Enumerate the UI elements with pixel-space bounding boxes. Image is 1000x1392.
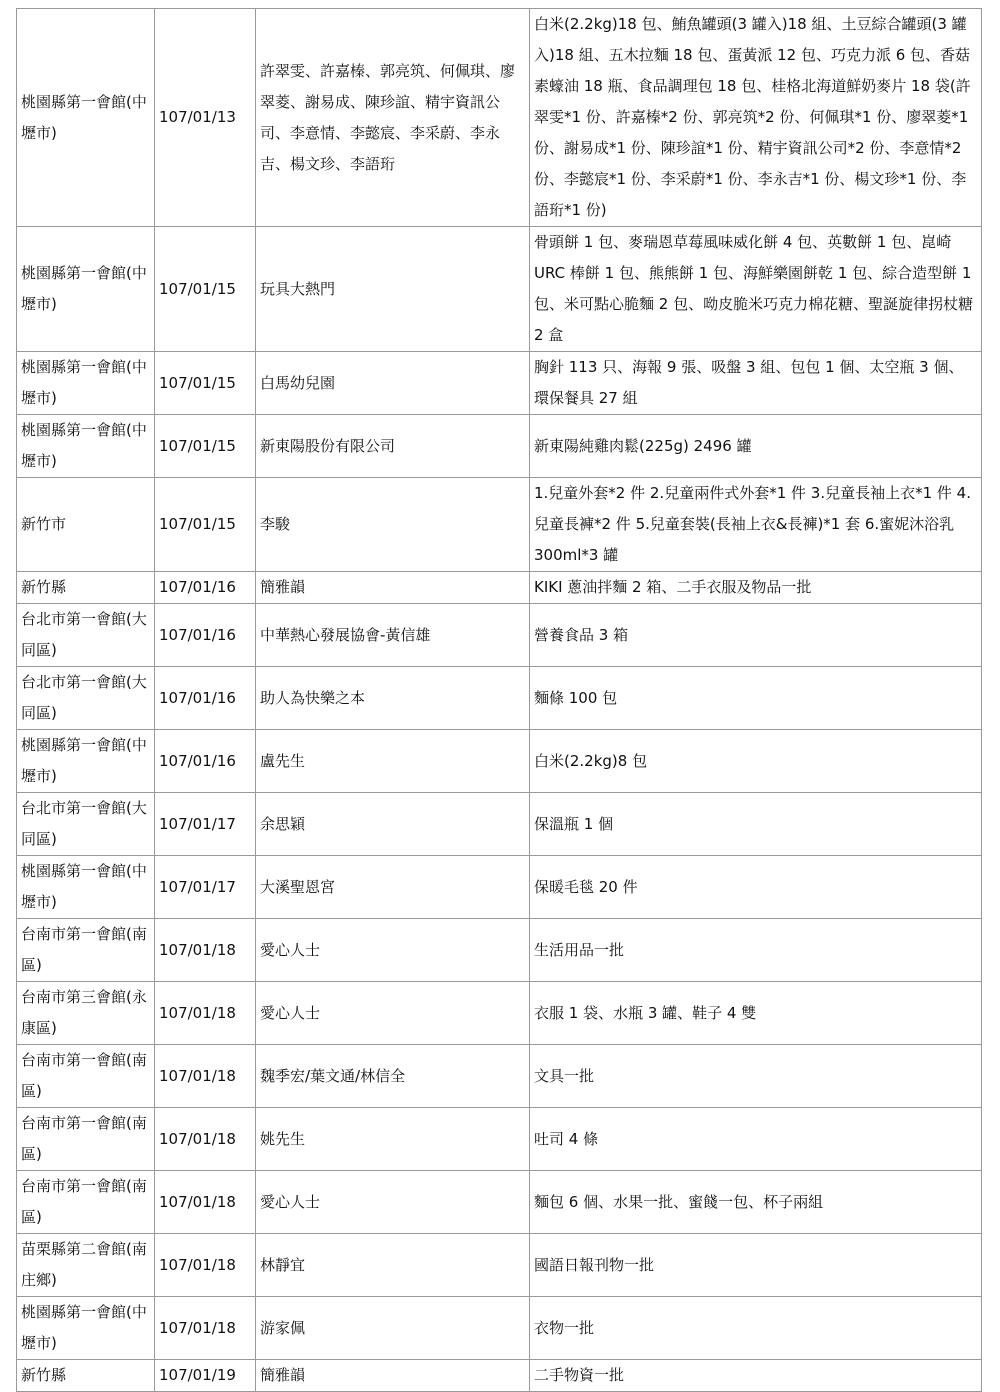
- items-cell: 營養食品 3 箱: [530, 604, 982, 667]
- donor-cell: 林靜宜: [256, 1234, 530, 1297]
- table-row: [17, 1297, 982, 1360]
- items-cell: KIKI 蔥油拌麵 2 箱、二手衣服及物品一批: [530, 572, 982, 604]
- location-cell: 桃園縣第一會館(中壢市): [17, 415, 155, 478]
- table-row: [17, 730, 982, 793]
- date-cell: 107/01/18: [155, 1234, 256, 1297]
- location-cell: 新竹市: [17, 478, 155, 572]
- donor-cell: 簡雅韻: [256, 572, 530, 604]
- donor-cell: 游家佩: [256, 1297, 530, 1360]
- location-cell: 台南市第一會館(南區): [17, 919, 155, 982]
- items-cell: 新東陽純雞肉鬆(225g) 2496 罐: [530, 415, 982, 478]
- donor-cell: 大溪聖恩宮: [256, 856, 530, 919]
- donor-cell: 李駿: [256, 478, 530, 572]
- location-cell: 台南市第三會館(永康區): [17, 982, 155, 1045]
- items-cell: 白米(2.2kg)8 包: [530, 730, 982, 793]
- location-cell: 桃園縣第一會館(中壢市): [17, 1297, 155, 1360]
- location-cell: 台北市第一會館(大同區): [17, 793, 155, 856]
- date-cell: 107/01/18: [155, 919, 256, 982]
- date-cell: 107/01/15: [155, 227, 256, 352]
- date-cell: 107/01/17: [155, 856, 256, 919]
- donor-cell: 愛心人士: [256, 1171, 530, 1234]
- table-row: [17, 793, 982, 856]
- table-row: [17, 1045, 982, 1108]
- donor-cell: 愛心人士: [256, 982, 530, 1045]
- items-cell: 保暖毛毯 20 件: [530, 856, 982, 919]
- table-row: [17, 1360, 982, 1392]
- date-cell: 107/01/16: [155, 572, 256, 604]
- donor-cell: 新東陽股份有限公司: [256, 415, 530, 478]
- location-cell: 苗栗縣第二會館(南庄鄉): [17, 1234, 155, 1297]
- date-cell: 107/01/15: [155, 478, 256, 572]
- table-row: [17, 1108, 982, 1171]
- items-cell: 骨頭餅 1 包、麥瑞恩草莓風味威化餅 4 包、英數餅 1 包、崑崎 URC 棒餅 1 包、熊熊餅 1 包、海鮮樂園餅乾 1 包、綜合造型餅 1 包、米可點心脆麵 2 包、呦皮脆米巧克力棉花糖、聖誕旋律拐杖糖 2 盒: [530, 227, 982, 352]
- location-cell: 新竹縣: [17, 572, 155, 604]
- table-row: [17, 227, 982, 352]
- date-cell: 107/01/18: [155, 1045, 256, 1108]
- donor-cell: 姚先生: [256, 1108, 530, 1171]
- date-cell: 107/01/18: [155, 1108, 256, 1171]
- table-row: [17, 919, 982, 982]
- table-row: [17, 982, 982, 1045]
- table-row: [17, 352, 982, 415]
- donor-cell: 余思穎: [256, 793, 530, 856]
- date-cell: 107/01/18: [155, 982, 256, 1045]
- location-cell: 桃園縣第一會館(中壢市): [17, 856, 155, 919]
- items-cell: 麵條 100 包: [530, 667, 982, 730]
- table-row: [17, 1234, 982, 1297]
- items-cell: 二手物資一批: [530, 1360, 982, 1392]
- date-cell: 107/01/15: [155, 352, 256, 415]
- items-cell: 麵包 6 個、水果一批、蜜餞一包、杯子兩組: [530, 1171, 982, 1234]
- date-cell: 107/01/17: [155, 793, 256, 856]
- items-cell: 衣物一批: [530, 1297, 982, 1360]
- donation-table: [16, 8, 982, 1392]
- location-cell: 桃園縣第一會館(中壢市): [17, 227, 155, 352]
- donor-cell: 玩具大熱門: [256, 227, 530, 352]
- items-cell: 生活用品一批: [530, 919, 982, 982]
- location-cell: 台南市第一會館(南區): [17, 1171, 155, 1234]
- location-cell: 桃園縣第一會館(中壢市): [17, 9, 155, 227]
- donor-cell: 愛心人士: [256, 919, 530, 982]
- date-cell: 107/01/19: [155, 1360, 256, 1392]
- donor-cell: 助人為快樂之本: [256, 667, 530, 730]
- date-cell: 107/01/13: [155, 9, 256, 227]
- location-cell: 桃園縣第一會館(中壢市): [17, 730, 155, 793]
- location-cell: 台南市第一會館(南區): [17, 1108, 155, 1171]
- location-cell: 台南市第一會館(南區): [17, 1045, 155, 1108]
- location-cell: 桃園縣第一會館(中壢市): [17, 352, 155, 415]
- items-cell: 胸針 113 只、海報 9 張、吸盤 3 組、包包 1 個、太空瓶 3 個、環保餐具 27 組: [530, 352, 982, 415]
- date-cell: 107/01/18: [155, 1297, 256, 1360]
- donor-cell: 白馬幼兒園: [256, 352, 530, 415]
- items-cell: 吐司 4 條: [530, 1108, 982, 1171]
- items-cell: 文具一批: [530, 1045, 982, 1108]
- items-cell: 保溫瓶 1 個: [530, 793, 982, 856]
- date-cell: 107/01/18: [155, 1171, 256, 1234]
- donor-cell: 中華熱心發展協會-黃信雄: [256, 604, 530, 667]
- location-cell: 台北市第一會館(大同區): [17, 667, 155, 730]
- location-cell: 台北市第一會館(大同區): [17, 604, 155, 667]
- table-row: [17, 667, 982, 730]
- donor-cell: 魏季宏/葉文通/林信全: [256, 1045, 530, 1108]
- donor-cell: 許翠雯、許嘉榛、郭亮筑、何佩琪、廖翠菱、謝易成、陳珍誼、精宇資訊公司、李意情、李懿宸、李采蔚、李永吉、楊文珍、李語珩: [256, 9, 530, 227]
- items-cell: 衣服 1 袋、水瓶 3 罐、鞋子 4 雙: [530, 982, 982, 1045]
- table-row: [17, 9, 982, 227]
- date-cell: 107/01/16: [155, 604, 256, 667]
- table-row: [17, 478, 982, 572]
- date-cell: 107/01/15: [155, 415, 256, 478]
- donor-cell: 盧先生: [256, 730, 530, 793]
- table-row: [17, 856, 982, 919]
- table-row: [17, 415, 982, 478]
- table-row: [17, 1171, 982, 1234]
- table-row: [17, 604, 982, 667]
- items-cell: 國語日報刊物一批: [530, 1234, 982, 1297]
- donor-cell: 簡雅韻: [256, 1360, 530, 1392]
- items-cell: 1.兒童外套*2 件 2.兒童兩件式外套*1 件 3.兒童長袖上衣*1 件 4.兒童長褲*2 件 5.兒童套裝(長袖上衣&長褲)*1 套 6.蜜妮沐浴乳 300ml*3 罐: [530, 478, 982, 572]
- date-cell: 107/01/16: [155, 730, 256, 793]
- table-row: [17, 572, 982, 604]
- location-cell: 新竹縣: [17, 1360, 155, 1392]
- items-cell: 白米(2.2kg)18 包、鮪魚罐頭(3 罐入)18 組、土豆綜合罐頭(3 罐入)18 組、五木拉麵 18 包、蛋黃派 12 包、巧克力派 6 包、香菇素蠔油 18 瓶、食品調理包 18 包、桂格北海道鮮奶麥片 18 袋(許翠雯*1 份、許嘉榛*2 份、郭亮筑*2 份、何佩琪*1 份、廖翠菱*1 份、謝易成*1 份、陳珍誼*1 份、精宇資訊公司*2 份、李意情*2 份、李懿宸*1 份、李采蔚*1 份、李永吉*1 份、楊文珍*1 份、李語珩*1 份): [530, 9, 982, 227]
- date-cell: 107/01/16: [155, 667, 256, 730]
